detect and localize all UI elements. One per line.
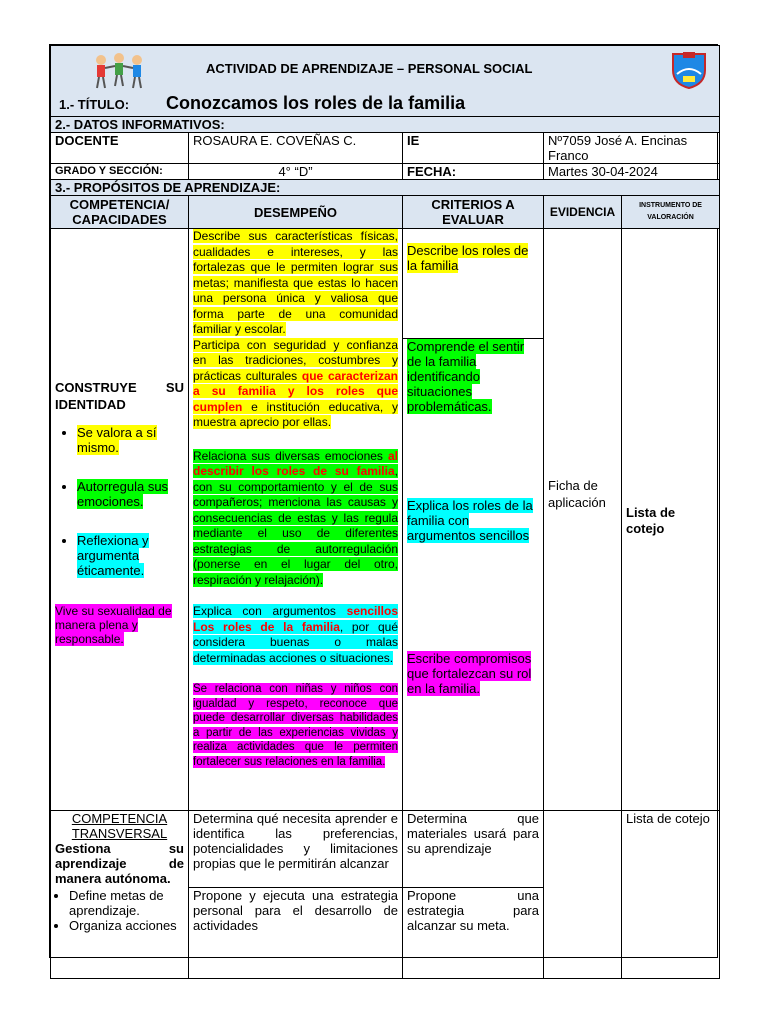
criterio-text: Escribe compromisos que fortalezcan su rol en la familia. bbox=[407, 651, 532, 696]
col-criterios: CRITERIOS A EVALUAR bbox=[403, 196, 544, 229]
capacidad-item: Se valora a sí mismo. bbox=[77, 425, 157, 455]
fecha-label: FECHA: bbox=[403, 164, 544, 180]
ie-value: Nº7059 José A. Encinas Franco bbox=[544, 133, 720, 164]
competencia-cell bbox=[51, 229, 189, 811]
school-shield-icon bbox=[669, 50, 709, 90]
desempeno-text: , por qué considera buenas o malas determinadas acciones o situaciones. bbox=[193, 619, 398, 665]
desempeno-text: Propone y ejecuta una estrategia personal para el desarrollo de actividades bbox=[193, 888, 398, 933]
desempeno-cell bbox=[189, 229, 403, 811]
fecha-value: Martes 30-04-2024 bbox=[544, 164, 720, 180]
capacidad-item: Organiza acciones bbox=[69, 918, 177, 933]
transversal-competencia: Gestiona su aprendizaje de manera autónoma. bbox=[55, 841, 184, 886]
col-competencia: COMPETENCIA/ CAPACIDADES bbox=[51, 196, 189, 229]
desempeno-text: Se relaciona con niñas y niños con igualdad y respeto, reconoce que puede desarrollar diversas habilidades a partir de las experiencias vividas y realiza actividades que le permiten fortalecer sus relaciones en la familia. bbox=[193, 683, 398, 768]
transversal-evidencia bbox=[544, 811, 622, 979]
children-playing-icon bbox=[91, 50, 147, 94]
grado-value: 4° “D” bbox=[189, 164, 403, 180]
criterio-text: Explica los roles de la familia con argumentos sencillos bbox=[407, 498, 533, 543]
criterios-cell bbox=[403, 229, 544, 811]
capacidad-item: Autorregula sus emociones. bbox=[77, 479, 169, 509]
transversal-cell bbox=[51, 811, 189, 979]
criterio-text: Propone una estrategia para alcanzar su meta. bbox=[407, 888, 539, 933]
transversal-instrumento: Lista de cotejo bbox=[622, 811, 720, 979]
desempeno-text: Explica con argumentos bbox=[193, 604, 347, 618]
col-desempeno: DESEMPEÑO bbox=[189, 196, 403, 229]
criterio-text: Describe los roles de la familia bbox=[407, 243, 529, 273]
docente-label: DOCENTE bbox=[51, 133, 189, 164]
desempeno-text: Determina qué necesita aprender e identifica las preferencias, potencialidades y limitaciones propias que le permitirán alcanzar bbox=[189, 811, 402, 888]
title-label: 1.- TÍTULO: bbox=[59, 97, 130, 112]
capacidad-item: Reflexiona y argumenta éticamente. bbox=[77, 533, 149, 578]
desempeno-highlight: que caracterizan a su familia y los roles que cumplen bbox=[193, 368, 398, 414]
desempeno-text: Participa con seguridad y confianza en las tradiciones, costumbres y prácticas culturales bbox=[193, 337, 398, 383]
desempeno-text: Relaciona sus diversas emociones bbox=[193, 448, 388, 463]
transversal-criterios-cell bbox=[403, 811, 544, 979]
criterio-text: Determina que materiales usará para su aprendizaje bbox=[403, 811, 543, 888]
transversal-desempeno-cell bbox=[189, 811, 403, 979]
desempeno-text: e institución educativa, y muestra aprecio por ellas. bbox=[193, 399, 398, 429]
capacidad-item: Define metas de aprendizaje. bbox=[69, 888, 164, 918]
grado-label: GRADO Y SECCIÓN: bbox=[51, 164, 189, 180]
evidencia-value: Ficha de aplicación bbox=[544, 229, 622, 811]
activity-sheet bbox=[49, 44, 718, 958]
page-title: Conozcamos los roles de la familia bbox=[166, 93, 466, 113]
transversal-title: COMPETENCIA TRANSVERSAL bbox=[71, 811, 168, 841]
competencia-title: CONSTRUYE SU IDENTIDAD bbox=[55, 380, 184, 412]
capacidad-item: Vive su sexualidad de manera plena y responsable. bbox=[55, 604, 172, 646]
desempeno-highlight: sencillos Los roles de la familia bbox=[193, 604, 398, 634]
col-evidencia: EVIDENCIA bbox=[544, 196, 622, 229]
desempeno-text: Describe sus características físicas, cualidades e intereses, y las fortalezas que le permiten lograr sus metas; manifiesta que estas lo hacen una persona única y valiosa que forma parte de una comunidad familiar y escolar. bbox=[193, 229, 398, 336]
docente-value: ROSAURA E. COVEÑAS C. bbox=[189, 133, 403, 164]
criterio-text: Comprende el sentir de la familia identificando situaciones problemáticas. bbox=[407, 339, 525, 414]
section-datos: 2.- DATOS INFORMATIVOS: bbox=[51, 117, 720, 133]
section-propositos: 3.- PROPÓSITOS DE APRENDIZAJE: bbox=[51, 180, 720, 196]
desempeno-highlight: al describir los roles de su familia bbox=[193, 448, 398, 478]
activity-title: ACTIVIDAD DE APRENDIZAJE – PERSONAL SOCIAL bbox=[206, 61, 533, 76]
desempeno-text: , con su comportamiento y el de sus compañeros; menciona las causas y consecuencias de estas y las regula mediante el uso de diferentes estrategias de autorregulación (ponerse en el lugar del otro, respiración y relajación). bbox=[193, 464, 398, 587]
instrumento-value: Lista de cotejo bbox=[622, 229, 720, 811]
col-instrumento: INSTRUMENTO DE VALORACIÓN bbox=[622, 196, 720, 229]
ie-label: IE bbox=[403, 133, 544, 164]
